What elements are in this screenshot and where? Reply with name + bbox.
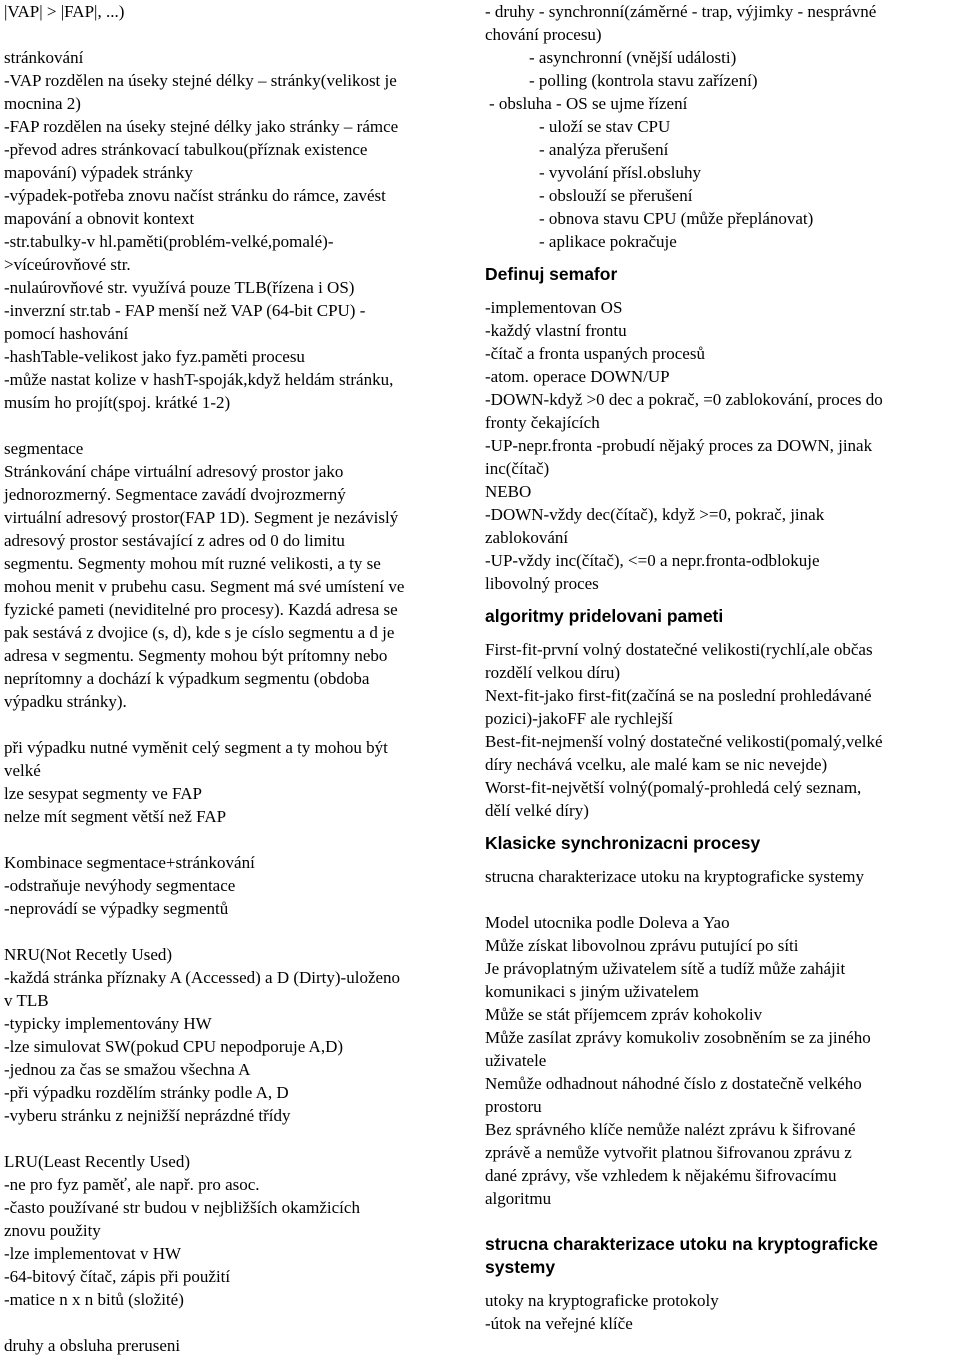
text-line: druhy a obsluha preruseni (4, 1336, 181, 1355)
text-line: NEBO (485, 482, 532, 501)
text-line: dané zprávy, vše vzhledem k nějakému šifrovacímu (485, 1166, 837, 1185)
text-line: pomocí hashování (4, 324, 129, 343)
text-line: dělí velké díry) (485, 801, 589, 820)
spacer (4, 414, 474, 437)
text-line: -každý vlastní frontu (485, 321, 627, 340)
text-line: -str.tabulky-v hl.paměti(problém-velké,pomalé)- (4, 232, 334, 251)
text-line: chování procesu) (485, 25, 602, 44)
text-line: Může se stát příjemcem zpráv kohokoliv (485, 1005, 763, 1024)
text-line: v TLB (4, 991, 49, 1010)
text-line: -implementovan OS (485, 298, 623, 317)
text-line: mapování) výpadek stránky (4, 163, 193, 182)
text-line: stránkování (4, 48, 84, 67)
text-line: NRU(Not Recetly Used) (4, 945, 173, 964)
spacer (485, 628, 957, 638)
text-line: Je právoplatným uživatelem sítě a tudíž může zahájit (485, 959, 846, 978)
text-line: -64-bitový čítač, zápis při použití (4, 1267, 231, 1286)
text-line: - vyvolání přísl.obsluhy (539, 163, 701, 182)
text-line: - polling (kontrola stavu zařízení) (529, 71, 758, 90)
right-column (485, 0, 957, 1335)
text-line: Best-fit-nejmenší volný dostatečné velikosti(pomalý,velké (485, 732, 883, 751)
text-line: pak sestává z dvojice (s, d), kde s je císlo segmentu a d je (4, 623, 395, 642)
text-line: Model utocnika podle Doleva a Yao (485, 913, 730, 932)
text-line: jednorozmerný. Segmentace zavádí dvojrozmerný (4, 485, 346, 504)
spacer (4, 828, 474, 851)
spacer (4, 713, 474, 736)
text-line: -může nastat kolize v hashT-spoják,když heldám stránku, (4, 370, 394, 389)
text-line: znovu použity (4, 1221, 101, 1240)
text-line: mocnina 2) (4, 94, 81, 113)
text-line: Bez správného klíče nemůže nalézt zprávu k šifrované (485, 1120, 856, 1139)
text-line: rozdělí velkou díru) (485, 663, 621, 682)
text-line: -DOWN-vždy dec(čítač), když >=0, pokrač, jinak (485, 505, 825, 524)
text-line: uživatele (485, 1051, 547, 1070)
left-column (4, 0, 474, 1357)
text-line: Nemůže odhadnout náhodné číslo z dostatečně velkého (485, 1074, 862, 1093)
text-line: díry nechává vcelku, ale malé kam se nic nevejde) (485, 755, 828, 774)
spacer (485, 595, 957, 605)
text-line: -nulaúrovňové str. využívá pouze TLB(řízena i OS) (4, 278, 355, 297)
text-line: prostoru (485, 1097, 542, 1116)
spacer (485, 1210, 957, 1233)
text-line: zprávě a nemůže vytvořit platnou šifrovanou zprávu z (485, 1143, 852, 1162)
text-line: algoritmu (485, 1189, 552, 1208)
text-line: Kombinace segmentace+stránkování (4, 853, 255, 872)
text-line: mapování a obnovit kontext (4, 209, 195, 228)
text-line: segmentu. Segmenty mohou mít ruzné velikosti, a ty se (4, 554, 381, 573)
text-line: strucna charakterizace utoku na kryptograficke systemy (485, 867, 865, 886)
text-line: Může zasílat zprávy komukoliv zosobněním se za jiného (485, 1028, 871, 1047)
text-line: -atom. operace DOWN/UP (485, 367, 670, 386)
text-line: adresový prostor sestávající z adres od 0 do limitu (4, 531, 345, 550)
text-line: Worst-fit-největší volný(pomalý-prohledá celý seznam, (485, 778, 862, 797)
section-heading: systemy (485, 1257, 556, 1277)
text-line: -inverzní str.tab - FAP menší než VAP (64-bit CPU) - (4, 301, 366, 320)
text-line: -vyberu stránku z nejnižší neprázdné třídy (4, 1106, 291, 1125)
text-line: fronty čekajících (485, 413, 600, 432)
text-line: -VAP rozdělen na úseky stejné délky – stránky(velikost je (4, 71, 397, 90)
spacer (485, 286, 957, 296)
text-line: - analýza přerušení (539, 140, 669, 159)
spacer (4, 23, 474, 46)
text-line: -odstraňuje nevýhody segmentace (4, 876, 236, 895)
text-line: - obsluha - OS se ujme řízení (489, 94, 688, 113)
text-line: -typicky implementovány HW (4, 1014, 212, 1033)
text-line: - uloží se stav CPU (539, 117, 671, 136)
text-line: při výpadku nutné vyměnit celý segment a ty mohou být (4, 738, 388, 757)
text-line: nelze mít segment větší než FAP (4, 807, 227, 826)
text-line: komunikaci s jiným uživatelem (485, 982, 699, 1001)
text-line: Může získat libovolnou zprávu putující po síti (485, 936, 799, 955)
text-line: fyzické pameti (neviditelné pro procesy). Kazdá adresa se (4, 600, 398, 619)
text-line: -čítač a fronta uspaných procesů (485, 344, 705, 363)
text-line: Stránkování chápe virtuální adresový prostor jako (4, 462, 344, 481)
text-line: musím ho projít(spoj. krátké 1-2) (4, 393, 231, 412)
text-line: lze sesypat segmenty ve FAP (4, 784, 202, 803)
text-line: First-fit-první volný dostatečné velikosti(rychlí,ale občas (485, 640, 873, 659)
text-line: pozici)-jakoFF ale rychlejší (485, 709, 673, 728)
text-line: Next-fit-jako first-fit(začíná se na poslední prohledávané (485, 686, 872, 705)
text-line: -převod adres stránkovací tabulkou(příznak existence (4, 140, 368, 159)
text-line: LRU(Least Recently Used) (4, 1152, 190, 1171)
spacer (485, 855, 957, 865)
text-line: -při výpadku rozdělím stránky podle A, D (4, 1083, 289, 1102)
text-line: výpadku stránky). (4, 692, 127, 711)
text-line: -FAP rozdělen na úseky stejné délky jako stránky – rámce (4, 117, 399, 136)
text-line: neprítomny a dochází k výpadkum segmentu (obdoba (4, 669, 370, 688)
section-heading: strucna charakterizace utoku na kryptograficke (485, 1234, 878, 1254)
text-line: -lze simulovat SW(pokud CPU nepodporuje A,D) (4, 1037, 344, 1056)
text-line: >víceúrovňové str. (4, 255, 131, 274)
text-line: - aplikace pokračuje (539, 232, 677, 251)
text-line: - druhy - synchronní(záměrné - trap, výjimky - nesprávné (485, 2, 877, 21)
text-line: |VAP| > |FAP|, ...) (4, 2, 125, 21)
text-line: -každá stránka příznaky A (Accessed) a D (Dirty)-uloženo (4, 968, 401, 987)
text-line: -jednou za čas se smažou všechna A (4, 1060, 251, 1079)
text-line: inc(čítač) (485, 459, 550, 478)
spacer (485, 253, 957, 263)
text-line: libovolný proces (485, 574, 599, 593)
text-line: - obslouží se přerušení (539, 186, 693, 205)
spacer (4, 1311, 474, 1334)
text-line: - obnova stavu CPU (může přeplánovat) (539, 209, 814, 228)
text-line: adresa v segmentu. Segmenty mohou být prítomny nebo (4, 646, 388, 665)
text-line: -výpadek-potřeba znovu načíst stránku do rámce, zavést (4, 186, 386, 205)
text-line: -hashTable-velikost jako fyz.paměti procesu (4, 347, 305, 366)
section-heading: Klasicke synchronizacni procesy (485, 833, 761, 853)
text-line: -neprovádí se výpadky segmentů (4, 899, 229, 918)
text-line: segmentace (4, 439, 84, 458)
text-line: -často používané str budou v nejbližších okamžicích (4, 1198, 360, 1217)
section-heading: Definuj semafor (485, 264, 618, 284)
text-line: mohou menit v prubehu casu. Segment má své umístení ve (4, 577, 405, 596)
spacer (485, 1279, 957, 1289)
text-line: - asynchronní (vnější události) (529, 48, 737, 67)
text-line: zablokování (485, 528, 569, 547)
text-line: utoky na kryptograficke protokoly (485, 1291, 719, 1310)
text-line: -DOWN-když >0 dec a pokrač, =0 zablokování, proces do (485, 390, 883, 409)
text-line: virtuální adresový prostor(FAP 1D). Segment je nezávislý (4, 508, 399, 527)
spacer (4, 920, 474, 943)
text-line: -matice n x n bitů (složité) (4, 1290, 184, 1309)
text-line: -útok na veřejné klíče (485, 1314, 633, 1333)
spacer (4, 1127, 474, 1150)
section-heading: algoritmy pridelovani pameti (485, 606, 724, 626)
spacer (485, 822, 957, 832)
spacer (485, 888, 957, 911)
text-line: -UP-vždy inc(čítač), <=0 a nepr.fronta-odblokuje (485, 551, 820, 570)
text-line: -UP-nepr.fronta -probudí nějaký proces za DOWN, jinak (485, 436, 873, 455)
text-line: -lze implementovat v HW (4, 1244, 182, 1263)
text-line: velké (4, 761, 41, 780)
text-line: -ne pro fyz paměť, ale např. pro asoc. (4, 1175, 260, 1194)
